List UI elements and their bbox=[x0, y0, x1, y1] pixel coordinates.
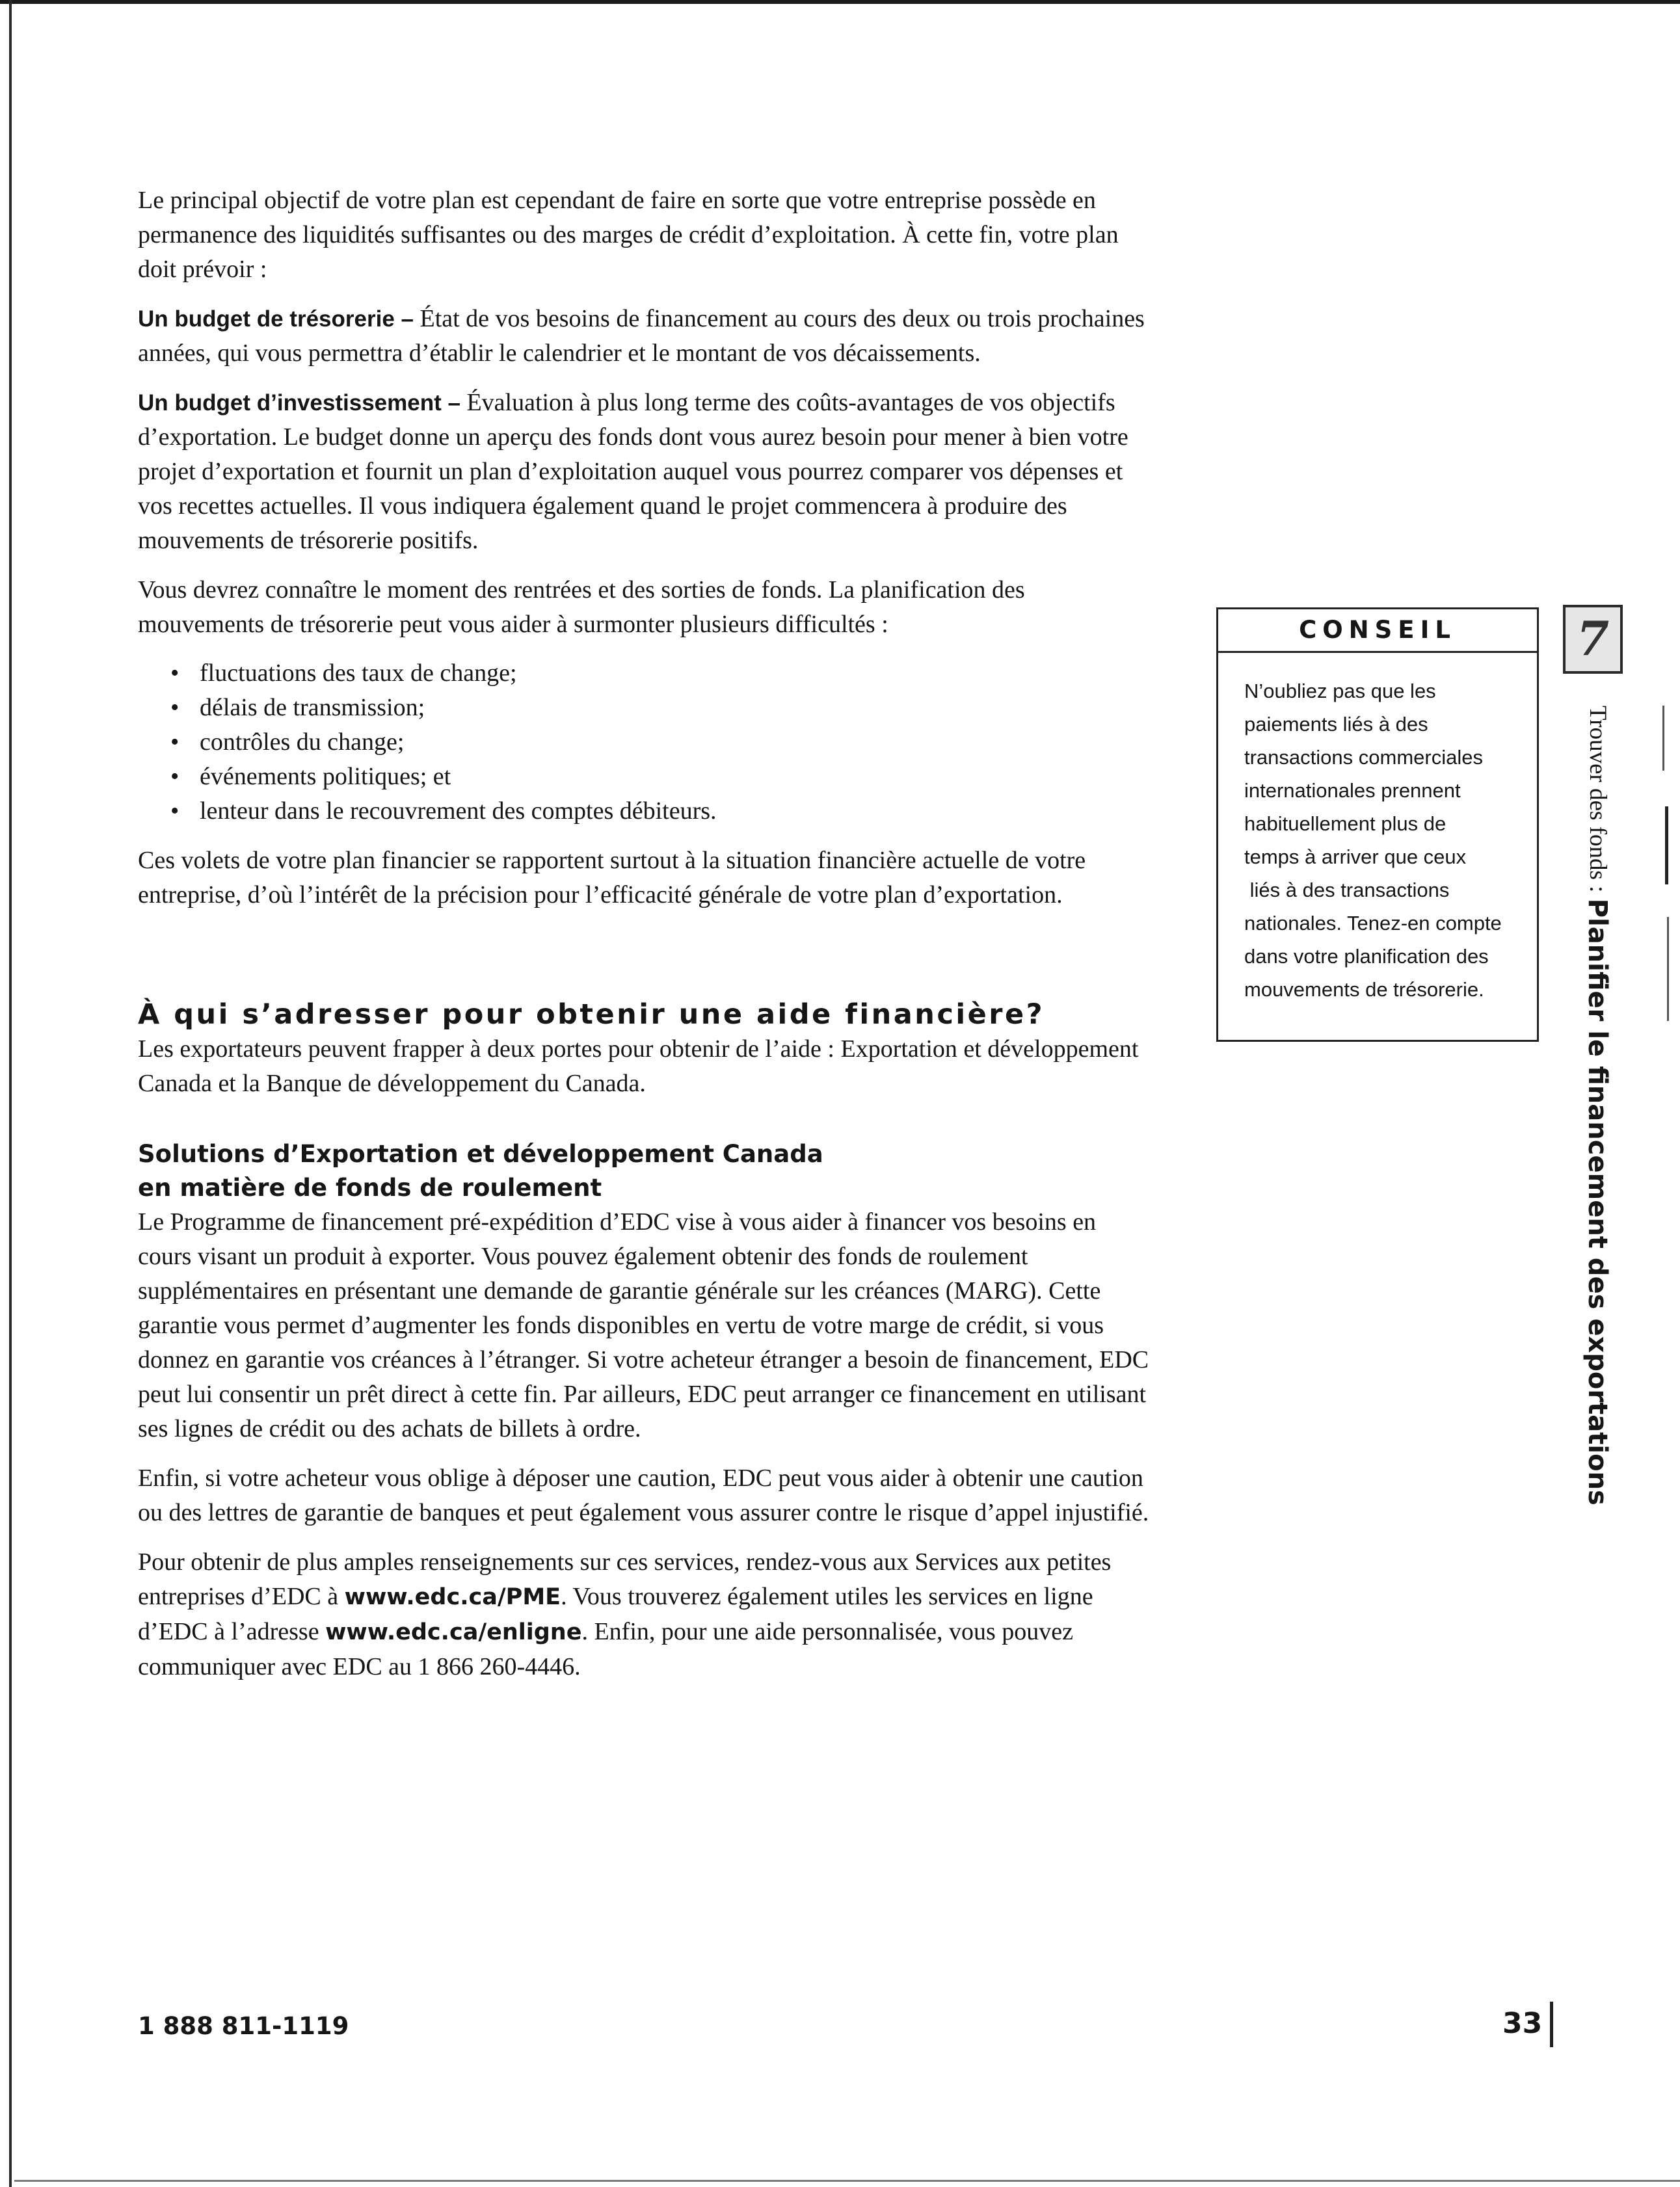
bullet-icon: • bbox=[170, 694, 180, 721]
tip-line: dans votre planification des bbox=[1244, 945, 1489, 968]
edc-paragraph-3-text: Pour obtenir de plus amples renseignements sur ces services, rendez-vous aux Services aux petites entreprises d’EDC à bbox=[138, 1548, 1112, 1610]
list-item-text: délais de transmission; bbox=[200, 694, 425, 721]
tip-line: nationales. Tenez-en compte bbox=[1244, 912, 1502, 934]
list-item-text: contrôles du change; bbox=[200, 728, 405, 756]
section-side-text bbox=[1575, 706, 1620, 1505]
investment-budget-term: Un budget d’investissement – bbox=[138, 390, 460, 416]
summary-paragraph: Ces volets de votre plan financier se rapportent surtout à la situation financière actuelle de votre entreprise, d’où l’intérêt de la précision pour l’efficacité générale de votre plan d’exportation. bbox=[138, 847, 1086, 908]
scan-edge-top bbox=[0, 0, 1680, 4]
bullet-icon: • bbox=[170, 659, 180, 687]
tip-line: transactions commerciales bbox=[1244, 746, 1483, 769]
list-item-text: événements politiques; et bbox=[200, 763, 451, 790]
edc-pme-link[interactable]: www.edc.ca/PME bbox=[344, 1584, 561, 1610]
list-item bbox=[170, 656, 1153, 691]
edc-enligne-link[interactable]: www.edc.ca/enligne bbox=[325, 1619, 582, 1645]
main-content bbox=[138, 183, 1153, 1684]
treasury-budget-text: État de vos besoins de financement au cours des deux ou trois prochaines années, qui vous permettra d’établir le calendrier et le montant de vos décaissements. bbox=[138, 305, 1145, 367]
difficulties-list bbox=[138, 656, 1153, 828]
tip-line: paiements liés à des bbox=[1244, 713, 1428, 736]
list-item bbox=[170, 691, 1153, 725]
treasury-budget-term: Un budget de trésorerie – bbox=[138, 306, 414, 332]
scan-edge-bottom bbox=[14, 2180, 1680, 2182]
page-number: 33 bbox=[1502, 2007, 1543, 2040]
scan-edge-left bbox=[9, 0, 12, 2187]
bullet-icon: • bbox=[170, 728, 180, 756]
tip-line: internationales prennent bbox=[1244, 779, 1461, 802]
scan-mark bbox=[1662, 706, 1664, 771]
bullet-icon: • bbox=[170, 763, 180, 790]
tip-title: CONSEIL bbox=[1218, 609, 1537, 653]
section-side-light: Trouver des fonds : bbox=[1584, 706, 1611, 899]
subsection-heading-line2: en matière de fonds de roulement bbox=[138, 1174, 602, 1202]
scan-mark bbox=[1667, 917, 1669, 1021]
investment-budget-text: Évaluation à plus long terme des coûts-avantages de vos objectifs d’exportation. Le budget donne un aperçu des fonds dont vous aurez besoin pour mener à bien votre projet d’exportation et fournit un plan d’exploitation auquel vous pourrez comparer vos dépenses et vos recettes actuelles. Il vous indiquera également quand le projet commencera à produire des mouvements de trésorerie positifs. bbox=[138, 389, 1128, 554]
cashflow-intro-paragraph: Vous devrez connaître le moment des rentrées et des sorties de fonds. La planification des mouvements de trésorerie peut vous aider à surmonter plusieurs difficultés : bbox=[138, 576, 1025, 638]
list-item bbox=[170, 794, 1153, 828]
list-item bbox=[170, 760, 1153, 794]
tip-line: mouvements de trésorerie. bbox=[1244, 978, 1484, 1001]
edc-paragraph-2: Enfin, si votre acheteur vous oblige à déposer une caution, EDC peut vous aider à obtenir une caution ou des lettres de garantie de banques et peut également vous assurer contre le risque d’appel injustifié. bbox=[138, 1465, 1149, 1526]
section-side-title bbox=[1575, 706, 1620, 1571]
tip-body bbox=[1218, 609, 1537, 1006]
list-item bbox=[170, 725, 1153, 760]
page-number-bar bbox=[1550, 2002, 1553, 2047]
section-side-bold: Planifier le financement des exportations bbox=[1582, 898, 1612, 1505]
edc-paragraph-1: Le Programme de financement pré-expédition d’EDC vise à vous aider à financer vos besoins en cours visant un produit à exporter. Vous pouvez également obtenir des fonds de roulement supplémentaires en présentant une demande de garantie générale sur les créances (MARG). Cette garantie vous permet d’augmenter les fonds disponibles en vertu de votre marge de crédit, si vous donnez en garantie vos créances à l’étranger. Si votre acheteur étranger a besoin de financement, EDC peut lui consentir un prêt direct à cette fin. Par ailleurs, EDC peut arranger ce financement en utilisant ses lignes de crédit ou des achats de billets à ordre. bbox=[138, 1208, 1149, 1442]
chapter-number-badge: 7 bbox=[1563, 605, 1623, 674]
tip-line: temps à arriver que ceux bbox=[1244, 845, 1467, 868]
list-item-text: fluctuations des taux de change; bbox=[200, 659, 517, 687]
section-intro: Les exportateurs peuvent frapper à deux portes pour obtenir de l’aide : Exportation et développement Canada et la Banque de développement du Canada. bbox=[138, 1035, 1139, 1097]
bullet-icon: • bbox=[170, 797, 180, 825]
treasury-budget-paragraph bbox=[138, 302, 1153, 371]
tip-line: N’oubliez pas que les bbox=[1244, 680, 1436, 702]
tip-box bbox=[1216, 607, 1539, 1042]
edc-paragraph-3 bbox=[138, 1545, 1153, 1684]
investment-budget-paragraph bbox=[138, 386, 1153, 558]
tip-line: liés à des transactions bbox=[1244, 879, 1450, 901]
edc-paragraph-3-text: . Vous trouverez également utiles les services en ligne d’EDC à l’adresse bbox=[138, 1583, 1093, 1645]
list-item-text: lenteur dans le recouvrement des comptes débiteurs. bbox=[200, 797, 717, 825]
edc-paragraph-3-text: . Enfin, pour une aide personnalisée, vous pouvez communiquer avec EDC au 1 866 260-4446. bbox=[138, 1618, 1074, 1680]
tip-line: habituellement plus de bbox=[1244, 812, 1447, 835]
subsection-heading-line1: Solutions d’Exportation et développement Canada bbox=[138, 1140, 823, 1168]
scan-mark bbox=[1665, 806, 1668, 884]
footer-phone: 1 888 811-1119 bbox=[138, 2012, 349, 2040]
section-heading: À qui s’adresser pour obtenir une aide financière? bbox=[138, 998, 1045, 1031]
intro-paragraph: Le principal objectif de votre plan est cependant de faire en sorte que votre entreprise possède en permanence des liquidités suffisantes ou des marges de crédit d’exploitation. À cette fin, votre plan doit prévoir : bbox=[138, 187, 1119, 283]
